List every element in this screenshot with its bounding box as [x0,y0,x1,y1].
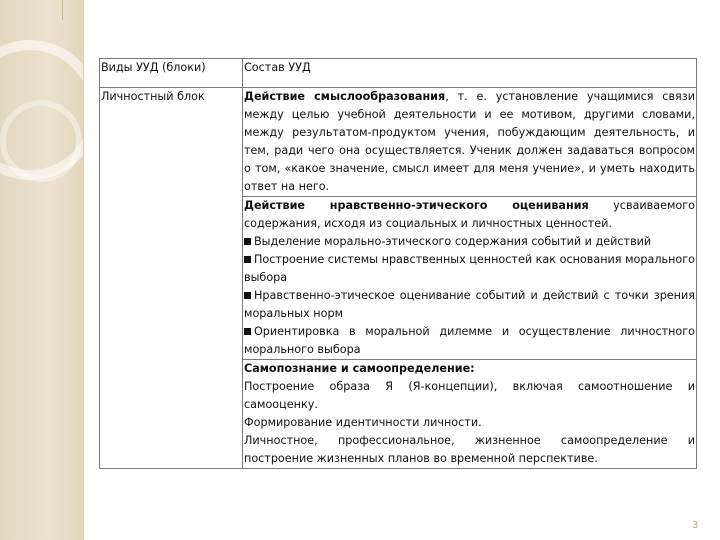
square-bullet-icon [244,328,251,335]
cell3-line: Построение образа Я (Я-концепции), включая самоотношение и самооценку. [244,380,695,411]
cell1-title: Действие смыслообразования [244,90,446,103]
list-item [244,233,695,251]
uud-table [99,58,697,469]
bullet-text: Построение системы нравственных ценностей как основания морального выбора [244,253,695,284]
square-bullet-icon [244,292,251,299]
header-col-composition: Состав УУД [243,59,697,88]
bullet-text: Нравственно-этическое оценивание событий и действий с точки зрения моральных норм [244,289,695,320]
cell3-line: Личностное, профессиональное, жизненное самоопределение и построение жизненных планов во временной перспективе. [244,434,695,465]
header-col-types: Виды УУД (блоки) [100,59,243,88]
decorative-sidebar [0,0,83,540]
cell-moral-evaluation [243,197,697,360]
cell-meaning-formation [243,88,697,197]
list-item [244,323,695,359]
bullet-text: Ориентировка в моральной дилемме и осуществление личностного морального выбора [244,325,695,356]
decorative-line [62,0,63,20]
cell3-title: Самопознание и самоопределение: [244,362,475,375]
list-item [244,251,695,287]
cell2-title: Действие нравственно-этического оценивания [244,199,589,212]
bullet-text: Выделение морально-этического содержания событий и действий [254,235,652,248]
square-bullet-icon [244,238,251,245]
cell-self-knowledge [243,360,697,469]
sidebar-edge [83,0,84,540]
cell1-text: , т. е. установление учащимися связи между целью учебной деятельности и ее мотивом, другими словами, между результатом-продуктом учения, побуждающим деятельность, и тем, ради чего она осуществляется. Ученик должен задаваться вопросом о том, «какое значение, смысл имеет для меня учение», и уметь находить ответ на него. [244,90,696,193]
list-item [244,287,695,323]
table-header-row [100,59,697,88]
table-row [100,88,697,197]
page-number: 3 [692,520,699,531]
row-label-personal-block: Личностный блок [100,88,243,469]
cell3-line: Формирование идентичности личности. [244,416,482,429]
cell2-text: усваиваемого содержания, исходя из социальных и личностных ценностей. [244,199,696,230]
square-bullet-icon [244,256,251,263]
decorative-ring-small [0,100,82,182]
